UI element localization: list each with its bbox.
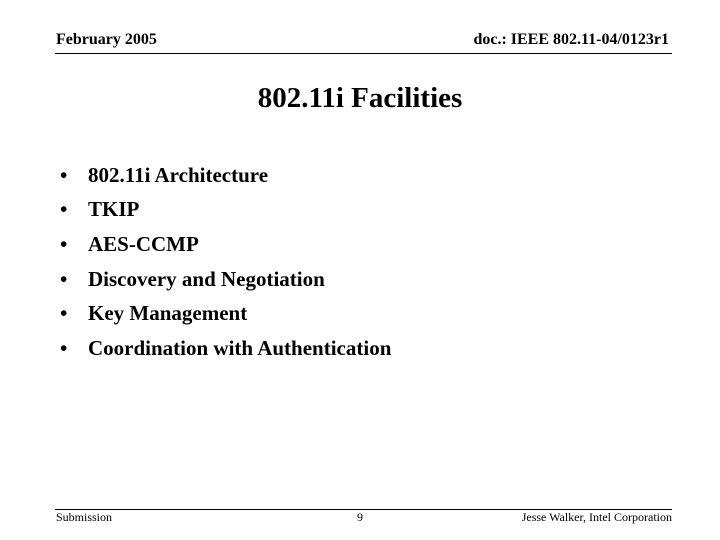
footer-author: Jesse Walker, Intel Corporation xyxy=(521,510,672,524)
header-divider xyxy=(55,53,672,54)
header-date: February 2005 xyxy=(56,31,157,48)
page-number: 9 xyxy=(357,510,363,524)
bullet-dot-icon: • xyxy=(60,162,68,187)
bullet-text: Coordination with Authentication xyxy=(88,335,392,360)
bullet-item xyxy=(60,193,391,228)
bullet-text: TKIP xyxy=(88,197,140,222)
bullet-item xyxy=(60,262,391,297)
slide-title: 802.11i Facilities xyxy=(257,82,463,114)
bullet-item xyxy=(60,296,391,331)
bullet-dot-icon: • xyxy=(60,266,68,291)
bullet-item xyxy=(60,227,391,262)
bullet-text: Key Management xyxy=(88,301,248,326)
bullet-item xyxy=(60,331,391,366)
bullet-dot-icon: • xyxy=(60,301,68,326)
bullet-dot-icon: • xyxy=(60,335,68,360)
bullet-text: AES-CCMP xyxy=(88,231,199,256)
header-doc-id: doc.: IEEE 802.11-04/0123r1 xyxy=(473,31,669,48)
bullet-item xyxy=(60,158,391,193)
footer-submission: Submission xyxy=(56,510,113,524)
bullet-list xyxy=(60,158,391,366)
bullet-dot-icon: • xyxy=(60,231,68,256)
bullet-dot-icon: • xyxy=(60,197,68,222)
bullet-text: Discovery and Negotiation xyxy=(88,266,325,291)
bullet-text: 802.11i Architecture xyxy=(88,162,269,187)
